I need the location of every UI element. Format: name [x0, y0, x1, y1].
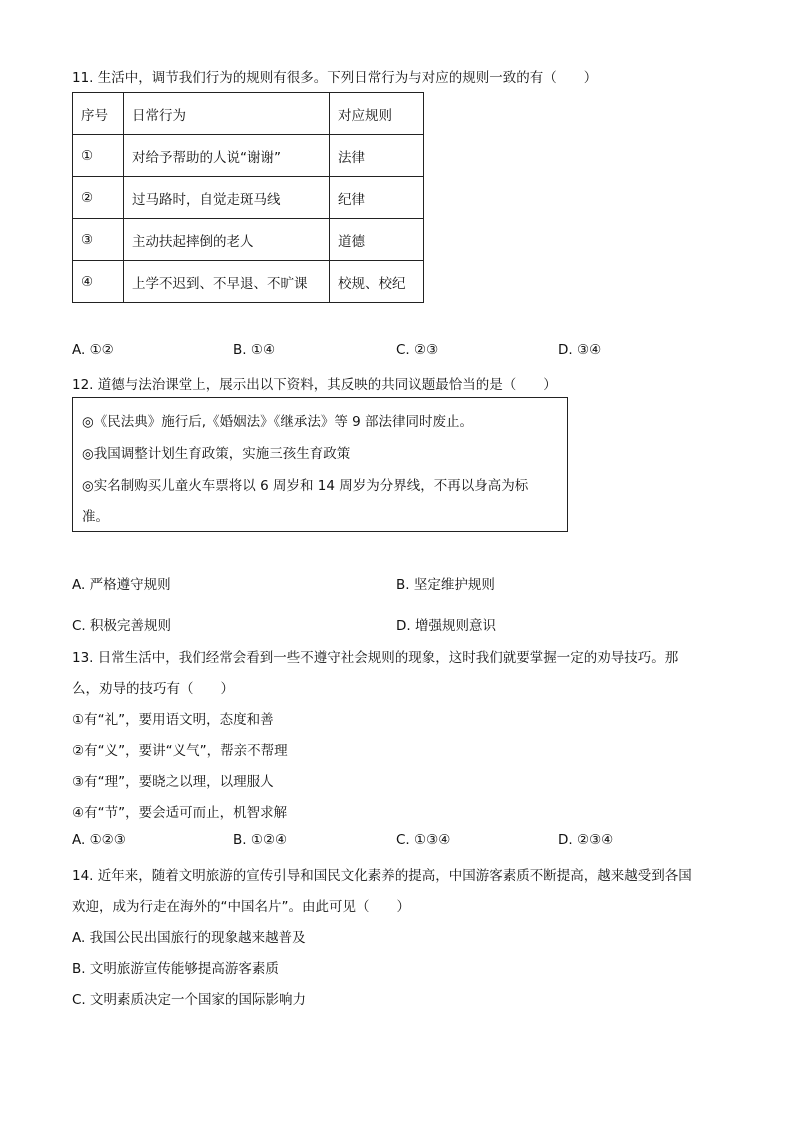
q12-option-a: A. 严格遵守规则: [72, 577, 171, 593]
q13-option-a: A. ①②③: [72, 832, 126, 848]
q11-option-c: C. ②③: [396, 342, 439, 358]
material-line: 准。: [82, 509, 109, 525]
table-row: [73, 219, 424, 261]
table-cell: ②: [73, 177, 124, 219]
table-header-cell: 序号: [73, 93, 124, 135]
table-cell: 法律: [330, 135, 424, 177]
q13-option-c: C. ①③④: [396, 832, 451, 848]
table-cell: 主动扶起摔倒的老人: [124, 219, 330, 261]
q12-stem: 12. 道德与法治课堂上，展示出以下资料，其反映的共同议题最恰当的是（ ）: [72, 377, 557, 393]
q11-option-a: A. ①②: [72, 342, 114, 358]
material-line: ◎实名制购买儿童火车票将以 6 周岁和 14 周岁为分界线，不再以身高为标: [82, 478, 529, 494]
q13-option-b: B. ①②④: [233, 832, 288, 848]
q12-option-d: D. 增强规则意识: [396, 618, 496, 634]
table-cell: 道德: [330, 219, 424, 261]
table-row: [73, 177, 424, 219]
table-cell: 上学不迟到、不早退、不旷课: [124, 261, 330, 303]
table-cell: ①: [73, 135, 124, 177]
q14-option-c: C. 文明素质决定一个国家的国际影响力: [72, 992, 307, 1008]
table-cell: 纪律: [330, 177, 424, 219]
q13-stem-line: 13. 日常生活中，我们经常会看到一些不遵守社会规则的现象，这时我们就要掌握一定的劝导技巧。那: [72, 650, 679, 666]
table-header-cell: 日常行为: [124, 93, 330, 135]
table-cell: 校规、校纪: [330, 261, 424, 303]
table-header-row: [73, 93, 424, 135]
q14-option-b: B. 文明旅游宣传能够提高游客素质: [72, 961, 279, 977]
q14-option-a: A. 我国公民出国旅行的现象越来越普及: [72, 930, 306, 946]
q11-rules-table: [72, 92, 424, 303]
table-row: [73, 261, 424, 303]
q13-option-d: D. ②③④: [558, 832, 614, 848]
material-line: ◎我国调整计划生育政策，实施三孩生育政策: [82, 446, 351, 462]
q12-option-c: C. 积极完善规则: [72, 618, 172, 634]
table-cell: ④: [73, 261, 124, 303]
q13-item: ④有“节”，要会适可而止，机智求解: [72, 805, 288, 821]
q12-option-b: B. 坚定维护规则: [396, 577, 495, 593]
q13-item: ①有“礼”，要用语文明，态度和善: [72, 712, 274, 728]
q11-stem: 11. 生活中，调节我们行为的规则有很多。下列日常行为与对应的规则一致的有（ ）: [72, 70, 598, 86]
table-row: [73, 135, 424, 177]
q13-item: ③有“理”，要晓之以理，以理服人: [72, 774, 274, 790]
q12-material-box: [72, 397, 568, 532]
q11-option-d: D. ③④: [558, 342, 602, 358]
table-cell: 对给予帮助的人说“谢谢”: [124, 135, 330, 177]
q13-item: ②有“义”，要讲“义气”，帮亲不帮理: [72, 743, 288, 759]
q11-option-b: B. ①④: [233, 342, 276, 358]
table-header-cell: 对应规则: [330, 93, 424, 135]
material-line: ◎《民法典》施行后,《婚姻法》《继承法》等 9 部法律同时废止。: [82, 414, 473, 430]
q14-stem-line: 欢迎，成为行走在海外的“中国名片”。由此可见（ ）: [72, 899, 410, 915]
table-cell: 过马路时，自觉走斑马线: [124, 177, 330, 219]
q13-stem-line: 么，劝导的技巧有（ ）: [72, 681, 234, 697]
q14-stem-line: 14. 近年来，随着文明旅游的宣传引导和国民文化素养的提高，中国游客素质不断提高，越来越受到各国: [72, 868, 692, 884]
table-cell: ③: [73, 219, 124, 261]
